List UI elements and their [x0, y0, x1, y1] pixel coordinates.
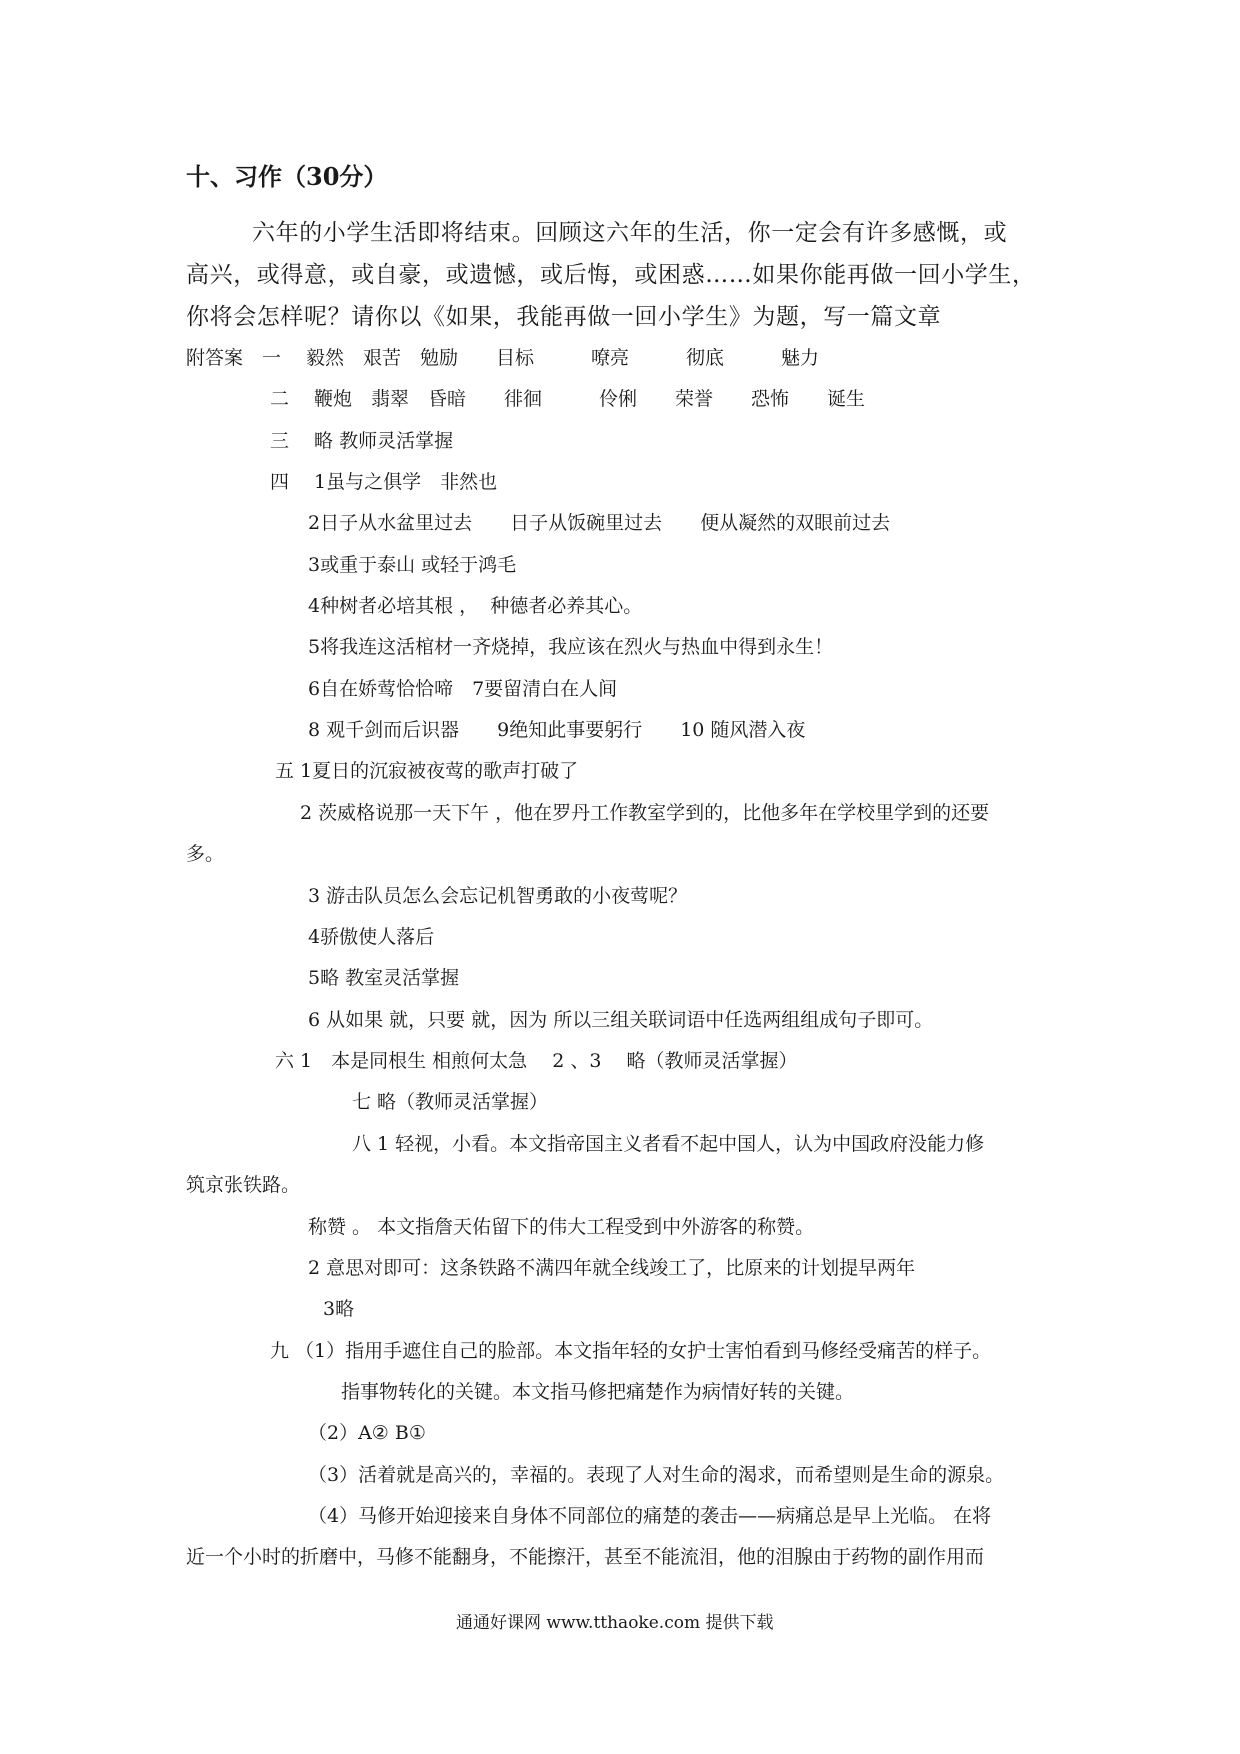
answer-line: 3 游击队员怎么会忘记机智勇敢的小夜莺呢？ [308, 885, 688, 907]
answer-line: （2）A② B① [308, 1422, 426, 1444]
answer-line: 称赞 。 本文指詹天佑留下的伟大工程受到中外游客的称赞。 [308, 1216, 815, 1238]
answer-line: （3）活着就是高兴的，幸福的。表现了人对生命的渴求，而希望则是生命的源泉。 [308, 1464, 1005, 1486]
answer-line: 五 1夏日的沉寂被夜莺的歌声打破了 [275, 760, 579, 782]
answer-line: 八 1 轻视，小看。本文指帝国主义者看不起中国人，认为中国政府没能力修 [352, 1133, 985, 1155]
answer-line: 附答案 一 毅然 艰苦 勉励 目标 嘹亮 彻底 魅力 [186, 347, 820, 369]
page-footer: 通通好课网 www.tthaoke.com 提供下载 [456, 1613, 774, 1633]
answer-line: 8 观千剑而后识器 9绝知此事要躬行 10 随风潜入夜 [308, 719, 806, 741]
answer-line: 近一个小时的折磨中，马修不能翻身，不能擦汗，甚至不能流泪，他的泪腺由于药物的副作用而 [186, 1546, 985, 1568]
answer-line: 九 （1）指用手遮住自己的脸部。本文指年轻的女护士害怕看到马修经受痛苦的样子。 [270, 1340, 992, 1362]
answer-line: 3或重于泰山 或轻于鸿毛 [308, 554, 517, 576]
answer-line: 2日子从水盆里过去 日子从饭碗里过去 便从凝然的双眼前过去 [308, 512, 891, 534]
section-title: 十、习作（30分） [186, 162, 388, 191]
answer-line: 筑京张铁路。 [186, 1174, 301, 1196]
answer-line: 多。 [186, 843, 225, 865]
answer-line: 指事物转化的关键。本文指马修把痛楚作为病情好转的关键。 [341, 1381, 855, 1403]
answer-line: 6 从如果 就，只要 就，因为 所以三组关联词语中任选两组组成句子即可。 [308, 1009, 934, 1031]
answer-line: 5略 教室灵活掌握 [308, 967, 460, 989]
answer-line: 二 鞭炮 翡翠 昏暗 徘徊 伶俐 荣誉 恐怖 诞生 [270, 388, 866, 410]
essay-line: 六年的小学生活即将结束。回顾这六年的生活，你一定会有许多感慨，或 [252, 220, 1008, 246]
essay-line: 高兴，或得意，或自豪，或遗憾，或后悔，或困惑……如果你能再做一回小学生， [186, 262, 1036, 288]
answer-line: 四 1虽与之俱学 非然也 [270, 471, 498, 493]
answer-line: 3略 [323, 1298, 355, 1320]
answer-line: 三 略 教师灵活掌握 [270, 430, 454, 452]
essay-line: 你将会怎样呢？请你以《如果，我能再做一回小学生》为题，写一篇文章 [186, 304, 942, 330]
answer-line: 七 略（教师灵活掌握） [352, 1091, 549, 1113]
answer-line: 2 意思对即可：这条铁路不满四年就全线竣工了，比原来的计划提早两年 [308, 1257, 916, 1279]
answer-line: 六 1 本是同根生 相煎何太急 2 、3 略（教师灵活掌握） [275, 1050, 798, 1072]
answer-line: 2 茨威格说那一天下午 ，他在罗丹工作教室学到的，比他多年在学校里学到的还要 [300, 802, 990, 824]
answer-line: 4骄傲使人落后 [308, 926, 435, 948]
answer-line: （4）马修开始迎接来自身体不同部位的痛楚的袭击——病痛总是早上光临。 在将 [308, 1505, 992, 1527]
answer-line: 6自在娇莺恰恰啼 7要留清白在人间 [308, 678, 618, 700]
answer-line: 5将我连这活棺材一齐烧掉，我应该在烈火与热血中得到永生！ [308, 636, 834, 658]
answer-line: 4种树者必培其根 ， 种德者必养其心。 [308, 595, 643, 617]
